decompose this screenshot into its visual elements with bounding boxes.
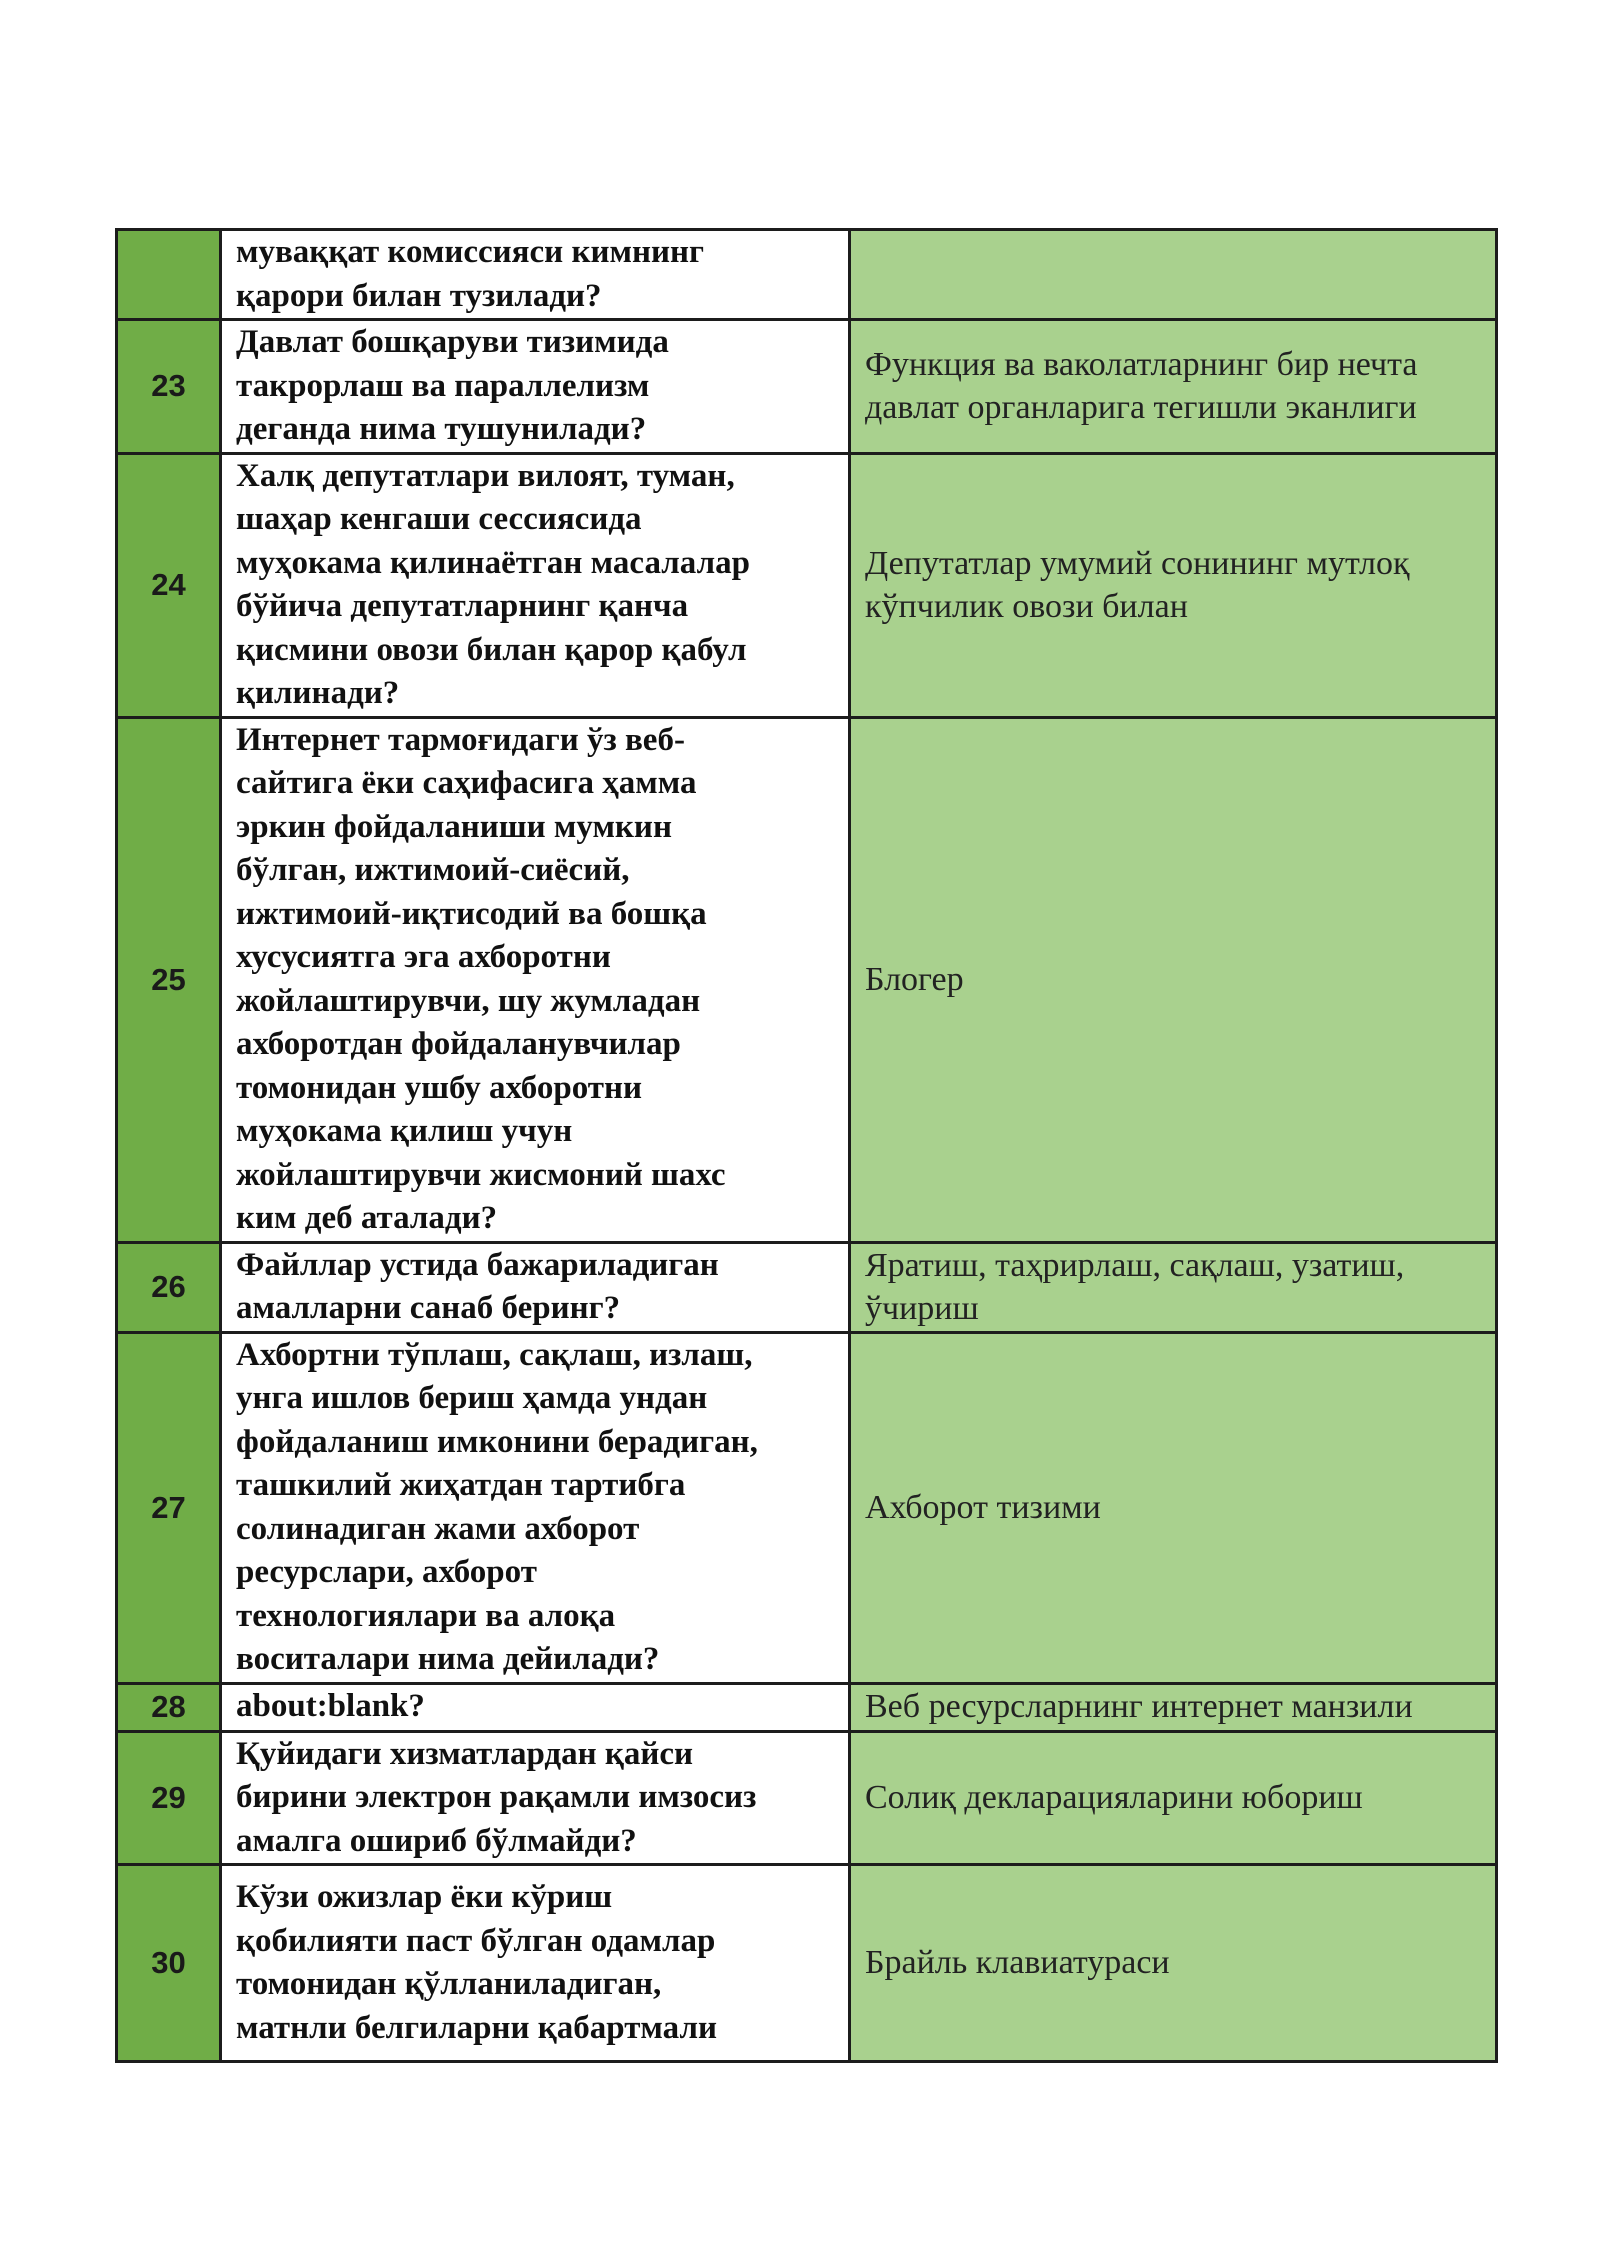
answer-text: Солиқ декларацияларини юбориш [865, 1779, 1363, 1816]
answer-cell [850, 1242, 1497, 1332]
table-row [117, 1731, 1497, 1865]
answer-cell [850, 320, 1497, 454]
answer-text: Веб ресурсларнинг интернет манзили [865, 1688, 1413, 1726]
answer-cell [850, 230, 1497, 320]
table-row [117, 230, 1497, 320]
row-number: 24 [117, 453, 221, 717]
table-row [117, 453, 1497, 717]
answer-text: Ахборот тизими [865, 1488, 1101, 1526]
qa-table [115, 228, 1498, 2063]
question-cell [221, 230, 850, 320]
question-cell [221, 1865, 850, 2062]
answer-text: Блогер [865, 960, 964, 998]
question-cell [221, 1332, 850, 1683]
question-text: Кўзи ожизлар ёки кўриш қобилияти паст бўлган одамлар томонидан қўлланиладиган, матнли белгиларни қабартмали [236, 1879, 717, 2046]
table-row [117, 1242, 1497, 1332]
answer-cell [850, 1865, 1497, 2062]
question-cell [221, 1683, 850, 1731]
question-cell [221, 717, 850, 1242]
question-text: муваққат комиссияси кимнинг қарори билан тузилади? [236, 234, 704, 314]
question-text: Ахбортни тўплаш, сақлаш, излаш, унга ишлов бериш ҳамда ундан фойдаланиш имконини берадиган, ташкилий жиҳатдан тартибга солинадиган жами ахборот ресурслари, ахборот технологиялари ва алоқа воситалари нима дейилади? [236, 1336, 758, 1677]
table-row [117, 717, 1497, 1242]
row-number: 26 [117, 1242, 221, 1332]
question-text: Халқ депутатлари вилоят, туман, шаҳар кенгаши сессиясида муҳокама қилинаётган масалалар бўйича депутатларнинг қанча қисмини овози билан қарор қабул қилинади? [236, 457, 750, 711]
answer-cell [850, 1683, 1497, 1731]
question-text: Файллар устида бажариладиган амалларни санаб беринг? [236, 1246, 719, 1326]
question-cell [221, 1731, 850, 1865]
answer-text: Яратиш, таҳрирлаш, сақлаш, узатиш, ўчириш [865, 1246, 1405, 1327]
question-text: about:blank? [236, 1688, 425, 1725]
question-cell [221, 453, 850, 717]
question-text: Қуйидаги хизматлардан қайси бирини электрон рақамли имзосиз амалга ошириб бўлмайди? [236, 1735, 757, 1859]
answer-cell [850, 717, 1497, 1242]
table-row [117, 1683, 1497, 1731]
row-number: 25 [117, 717, 221, 1242]
row-number: 27 [117, 1332, 221, 1683]
answer-cell [850, 453, 1497, 717]
answer-cell [850, 1332, 1497, 1683]
table-row [117, 1332, 1497, 1683]
answer-text: Брайль клавиатураси [865, 1944, 1170, 1982]
row-number: 28 [117, 1683, 221, 1731]
table-row [117, 1865, 1497, 2062]
row-number: 23 [117, 320, 221, 454]
answer-text: Функция ва ваколатларнинг бир нечта давлат органларига тегишли эканлиги [865, 345, 1418, 427]
question-cell [221, 320, 850, 454]
row-number [117, 230, 221, 320]
answer-text: Депутатлар умумий сонининг мутлоқ кўпчилик овози билан [865, 544, 1410, 625]
question-text: Интернет тармоғидаги ўз веб- сайтига ёки саҳифасига ҳамма эркин фойдаланиши мумкин бўлган, ижтимоий-сиёсий, ижтимоий-иқтисодий ва бошқа хусусиятга эга ахборотни жойлаштирувчи, шу жумладан ахборотдан фойдаланувчилар томонидан ушбу ахборотни муҳокама қилиш учун жойлаштирувчи жисмоний шахс ким деб аталади? [236, 721, 726, 1236]
question-cell [221, 1242, 850, 1332]
answer-cell [850, 1731, 1497, 1865]
row-number: 30 [117, 1865, 221, 2062]
question-text: Давлат бошқаруви тизимида такрорлаш ва параллелизм деганда нима тушунилади? [236, 324, 669, 447]
table-row [117, 320, 1497, 454]
row-number: 29 [117, 1731, 221, 1865]
